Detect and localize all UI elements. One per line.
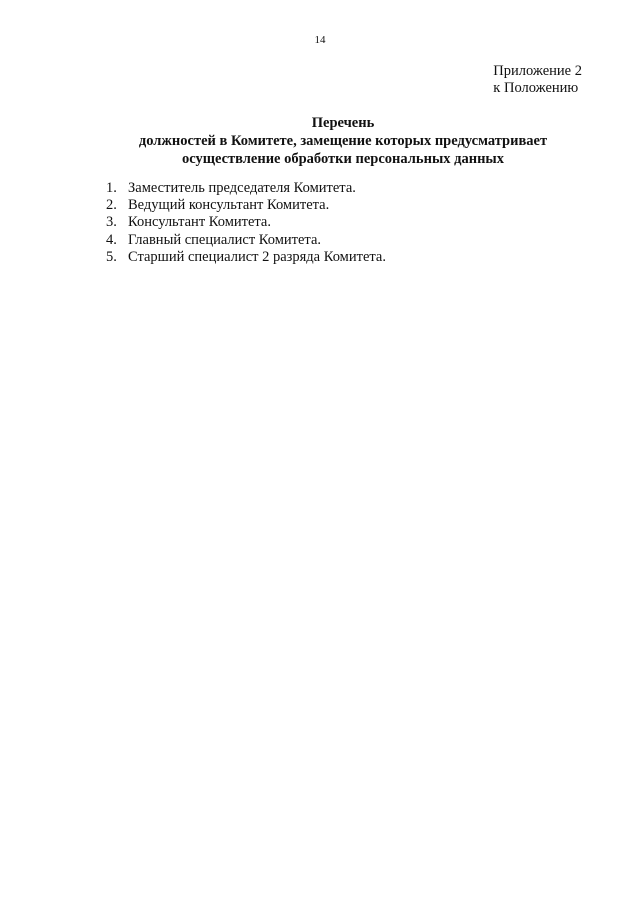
list-item <box>106 249 386 266</box>
list-item <box>106 214 386 231</box>
list-item-number: 5. <box>106 248 117 265</box>
list-item-text: Ведущий консультант Комитета. <box>128 197 330 214</box>
positions-list <box>106 180 386 266</box>
appendix-line-1: Приложение 2 <box>493 63 582 79</box>
page-number: 14 <box>314 34 326 46</box>
list-item-number: 1. <box>106 180 117 196</box>
list-item-text: Главный специалист Комитета. <box>128 231 322 248</box>
list-item-number: 4. <box>106 231 117 248</box>
list-item-text: Заместитель председателя Комитета. <box>128 180 356 196</box>
appendix-line-2: к Положению <box>493 80 579 96</box>
list-item <box>106 180 386 197</box>
title-line-2: должностей в Комитете, замещение которых предусматривает <box>138 133 548 149</box>
appendix-note <box>493 63 582 97</box>
list-item-number: 3. <box>106 214 117 231</box>
list-item <box>106 232 386 249</box>
list-item <box>106 197 386 214</box>
list-item-text: Старший специалист 2 разряда Комитета. <box>128 248 386 265</box>
document-title <box>0 114 640 168</box>
title-line-1: Перечень <box>311 115 375 131</box>
list-item-number: 2. <box>106 197 117 214</box>
title-line-3: осуществление обработки персональных данных <box>181 151 505 167</box>
list-item-text: Консультант Комитета. <box>128 214 271 231</box>
